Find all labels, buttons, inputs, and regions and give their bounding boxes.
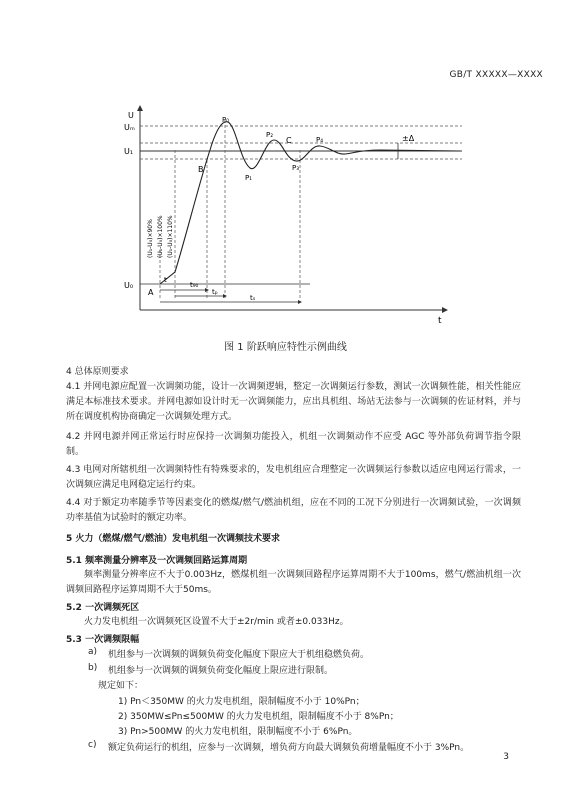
- response-curve: [160, 122, 460, 284]
- label-p4: P₄: [316, 136, 324, 144]
- paragraph-4-1: 4.1 并网电源应配置一次调频功能，设计一次调频逻辑，整定一次调频运行参数，测试一次调频性能，相关性能应满足本标准技术要求。并网电源如设计时无一次调频能力，应出具机组、场站无法参与一次调频的佐证材料，并与所在调度机构协商确定一次调频处理方式。: [66, 382, 521, 422]
- paragraph-4-3: 4.3 电网对所辖机组一次调频特性有特殊要求的，发电机组应合理整定一次调频运行参数以适应电网运行需求，一次调频应满足电网稳定运行约束。: [66, 465, 521, 490]
- subsection-5-1-title: 5.1 频率测量分辨率及一次调频回路运算周期: [66, 556, 248, 566]
- subsection-5-3-title: 5.3 一次调频限幅: [66, 635, 140, 645]
- page-number: 3: [503, 752, 509, 762]
- item-a-mark: a): [88, 647, 98, 657]
- label-t90: t₉₀: [190, 281, 199, 289]
- label-tp: tₚ: [212, 288, 218, 296]
- figure-caption: 图 1 阶跃响应特性示例曲线: [224, 342, 347, 353]
- label-p3: P₃: [292, 164, 300, 172]
- paragraph-4-4: 4.4 对于额定功率随季节等因素变化的燃煤/燃气/燃油机组，应在不同的工况下分别进行一次调频试验，一次调频功率基值为试验时的额定功率。: [66, 498, 521, 523]
- rule-1: 1) Pn＜350MW 的火力发电机组，限制幅度不小于 10%Pn；: [118, 697, 365, 707]
- subsection-5-1-text: 频率测量分辨率应不大于0.003Hz，燃煤机组一次调频回路程序运算周期不大于100ms，燃气/燃油机组一次调频回路程序运算周期不大于50ms。: [66, 570, 521, 595]
- item-c-text: 额定负荷运行的机组，应参与一次调频，增负荷方向最大调频负荷增量幅度不小于 3%Pn。: [108, 743, 470, 753]
- label-u0: U₀: [124, 281, 134, 290]
- label-a: A: [148, 288, 154, 297]
- step-response-figure: [0, 0, 571, 360]
- label-um: Uₘ: [124, 123, 135, 132]
- label-v3: (U₁-U₀)×110%: [167, 215, 174, 258]
- label-delta: ±Δ: [402, 134, 415, 143]
- standard-code: GB/T XXXXX—XXXX: [449, 70, 543, 80]
- item-c-mark: c): [88, 740, 97, 750]
- section-4-title: 4 总体原则要求: [66, 367, 129, 377]
- label-u1: U₁: [124, 147, 134, 156]
- label-t: t: [438, 316, 442, 326]
- label-c: C: [286, 136, 292, 145]
- label-v1: (U₁-U₀)×90%: [147, 219, 154, 258]
- rule-intro: 规定如下：: [98, 681, 144, 691]
- subsection-5-2-title: 5.2 一次调频死区: [66, 603, 140, 613]
- item-b-mark: b): [88, 663, 98, 673]
- label-p1: P₁: [245, 174, 253, 182]
- section-5-title: 5 火力（燃煤/燃气/燃油）发电机组一次调频技术要求: [66, 534, 280, 544]
- label-ts: tₛ: [250, 294, 256, 302]
- rule-3: 3) Pn>500MW 的火力发电机组，限制幅度不小于 6%Pn。: [118, 727, 358, 737]
- item-b-text: 机组参与一次调频的调频负荷变化幅度上限应进行限制。: [108, 666, 334, 676]
- rule-2: 2) 350MW≤Pn≤500MW 的火力发电机组，限制幅度不小于 8%Pn；: [118, 712, 399, 722]
- label-t-delay: t: [164, 276, 167, 284]
- label-v2: (U₁-U₀)×100%: [157, 215, 164, 258]
- label-p2: P₂: [266, 131, 274, 139]
- label-u: U: [128, 111, 134, 120]
- item-a-text: 机组参与一次调频的调频负荷变化幅度下限应大于机组稳燃负荷。: [108, 650, 370, 660]
- paragraph-4-2: 4.2 并网电源并网正常运行时应保持一次调频功能投入，机组一次调频动作不应受 AGC 等外部负荷调节指令限制。: [66, 432, 521, 457]
- subsection-5-2-text: 火力发电机组一次调频死区设置不大于±2r/min 或者±0.033Hz。: [84, 617, 349, 627]
- label-p0: P₀: [222, 116, 230, 124]
- label-b: B: [198, 165, 204, 174]
